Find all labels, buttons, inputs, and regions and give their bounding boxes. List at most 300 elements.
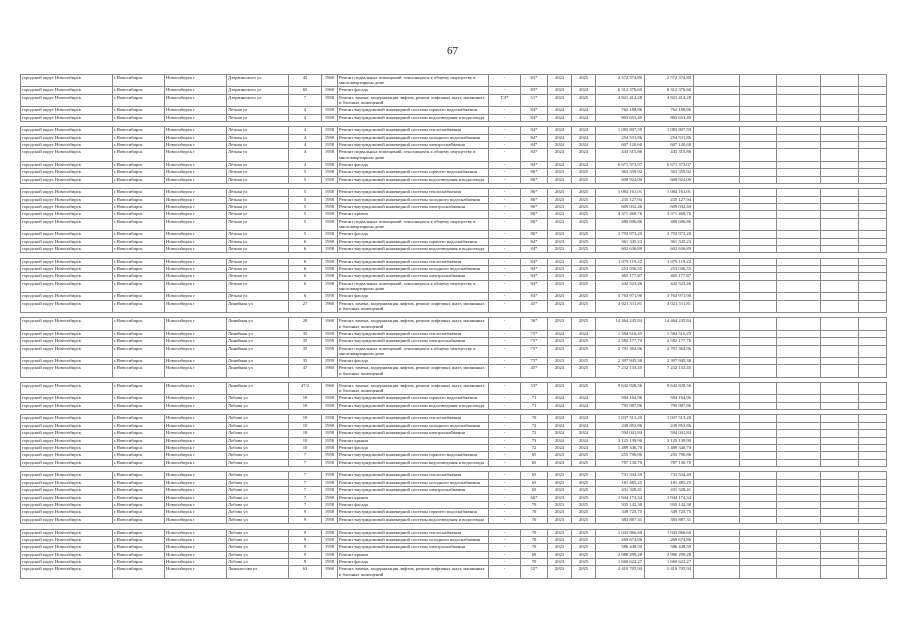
empty-col-16-cell — [777, 149, 821, 161]
locality-cell: Новосибирск г — [165, 357, 227, 364]
empty-col-14-cell — [694, 494, 740, 501]
empty-col-17-cell — [821, 502, 859, 509]
year-start-cell: 2023 — [548, 246, 572, 253]
municipality-cell: городской округ Новосибирск — [21, 204, 113, 211]
street-cell: Дзержинского ул — [227, 87, 289, 94]
cost-fund-cell: 431 328,41 — [645, 487, 694, 494]
year-built-cell: 1958 — [322, 551, 338, 558]
lift-note-cell: - — [489, 127, 521, 134]
cost-fund-cell: 4 021 511,81 — [645, 300, 694, 312]
empty-col-15-cell — [740, 479, 777, 486]
lift-note-cell: - — [489, 509, 521, 516]
empty-col-17-cell — [821, 430, 859, 437]
table-row — [21, 487, 887, 494]
work-type-cell: Ремонт внутридомовой инженерной системы теплоснабжения — [338, 258, 489, 265]
empty-col-18-cell — [859, 246, 887, 253]
municipality-cell: городской округ Новосибирск — [21, 559, 113, 566]
work-type-cell: Ремонт внутридомовой инженерной системы холодного водоснабжения — [338, 536, 489, 543]
table-row — [21, 544, 887, 551]
year-built-cell: 1960 — [322, 382, 338, 394]
year-end-cell: 2025 — [572, 280, 596, 292]
empty-col-14-cell — [694, 94, 740, 106]
locality-cell: Новосибирск г — [165, 176, 227, 183]
table-row — [21, 551, 887, 558]
empty-col-18-cell — [859, 536, 887, 543]
locality-cell: Новосибирск г — [165, 246, 227, 253]
empty-col-14-cell — [694, 529, 740, 536]
settlement-cell: г.Новосибирск — [113, 196, 165, 203]
lift-note-cell: - — [489, 246, 521, 253]
settlement-cell: г.Новосибирск — [113, 189, 165, 196]
year-start-cell: 2023 — [548, 189, 572, 196]
street-cell: Лобова ул — [227, 544, 289, 551]
year-end-cell: 2024 — [572, 445, 596, 452]
year-built-cell: 1958 — [322, 487, 338, 494]
empty-col-18-cell — [859, 238, 887, 245]
cost-total-cell: 442 523,46 — [596, 280, 645, 292]
street-cell: Лётная ул — [227, 107, 289, 114]
cost-total-cell: 4 021 511,81 — [596, 300, 645, 312]
work-type-cell: Ремонт крыши — [338, 551, 489, 558]
year-start-cell: 2023 — [548, 551, 572, 558]
cost-fund-cell: 795 987,86 — [645, 402, 694, 409]
cost-total-cell: 235 127,94 — [596, 196, 645, 203]
locality-cell: Новосибирск г — [165, 211, 227, 218]
year-start-cell: 2023 — [548, 266, 572, 273]
wear-percent-cell: 86* — [521, 196, 548, 203]
locality-cell: Новосибирск г — [165, 452, 227, 459]
house-number-cell: 7 — [289, 452, 322, 459]
year-start-cell: 2023 — [548, 452, 572, 459]
empty-col-17-cell — [821, 176, 859, 183]
locality-cell: Новосибирск г — [165, 94, 227, 106]
empty-col-17-cell — [821, 94, 859, 106]
cost-total-cell: 383 887,31 — [596, 516, 645, 523]
settlement-cell: г.Новосибирск — [113, 161, 165, 168]
lift-note-cell: - — [489, 502, 521, 509]
settlement-cell: г.Новосибирск — [113, 402, 165, 409]
lift-note-cell: - — [489, 529, 521, 536]
house-number-cell: 6 — [289, 273, 322, 280]
municipality-cell: городской округ Новосибирск — [21, 189, 113, 196]
cost-total-cell: 181 485,25 — [596, 479, 645, 486]
wear-percent-cell: 45* — [521, 365, 548, 377]
empty-col-17-cell — [821, 149, 859, 161]
lift-note-cell: - — [489, 422, 521, 429]
locality-cell: Новосибирск г — [165, 437, 227, 444]
year-built-cell: 1958 — [322, 445, 338, 452]
house-number-cell: 4 — [289, 161, 322, 168]
lift-note-cell: - — [489, 149, 521, 161]
year-start-cell: 2024 — [548, 142, 572, 149]
work-type-cell: Ремонт подвальных помещений, относящихся к общему имуществу в многоквартирном доме — [338, 218, 489, 230]
year-start-cell: 2024 — [548, 437, 572, 444]
locality-cell: Новосибирск г — [165, 300, 227, 312]
lift-note-cell: - — [489, 536, 521, 543]
year-end-cell: 2025 — [572, 266, 596, 273]
municipality-cell: городской округ Новосибирск — [21, 196, 113, 203]
lift-note-cell: - — [489, 204, 521, 211]
settlement-cell: г.Новосибирск — [113, 300, 165, 312]
municipality-cell: городской округ Новосибирск — [21, 258, 113, 265]
empty-col-14-cell — [694, 536, 740, 543]
table-row — [21, 382, 887, 394]
empty-col-17-cell — [821, 300, 859, 312]
municipality-cell: городской округ Новосибирск — [21, 357, 113, 364]
empty-col-18-cell — [859, 273, 887, 280]
year-built-cell: 1958 — [322, 134, 338, 141]
empty-col-16-cell — [777, 87, 821, 94]
cost-total-cell: 787 130,70 — [596, 459, 645, 466]
work-type-cell: Ремонт, замена, модернизация лифтов, ремонт лифтовых шахт, машинных и блочных помещений — [338, 300, 489, 312]
cost-fund-cell: 609 032,40 — [645, 204, 694, 211]
municipality-cell: городской округ Новосибирск — [21, 395, 113, 402]
locality-cell: Новосибирск г — [165, 365, 227, 377]
cost-fund-cell: 363 359,92 — [645, 169, 694, 176]
locality-cell: Новосибирск г — [165, 330, 227, 337]
work-type-cell: Ремонт фасада — [338, 293, 489, 300]
street-cell: Лётная ул — [227, 266, 289, 273]
empty-col-14-cell — [694, 415, 740, 422]
year-start-cell: 2023 — [548, 365, 572, 377]
wear-percent-cell: 84* — [521, 114, 548, 121]
cost-total-cell: 602 636,89 — [596, 246, 645, 253]
empty-col-18-cell — [859, 415, 887, 422]
house-number-cell: 10 — [289, 395, 322, 402]
house-number-cell: 5 — [289, 169, 322, 176]
empty-col-14-cell — [694, 487, 740, 494]
work-type-cell: Ремонт внутридомовой инженерной системы теплоснабжения — [338, 415, 489, 422]
year-end-cell: 2024 — [572, 330, 596, 337]
year-end-cell: 2024 — [572, 149, 596, 161]
empty-col-14-cell — [694, 142, 740, 149]
year-built-cell: 1958 — [322, 149, 338, 161]
empty-col-16-cell — [777, 479, 821, 486]
cost-total-cell: 269 674,86 — [596, 536, 645, 543]
wear-percent-cell: 75* — [521, 357, 548, 364]
year-built-cell: 1958 — [322, 204, 338, 211]
locality-cell: Новосибирск г — [165, 395, 227, 402]
wear-percent-cell: 84* — [521, 142, 548, 149]
settlement-cell: г.Новосибирск — [113, 293, 165, 300]
empty-col-16-cell — [777, 338, 821, 345]
street-cell: Лётная ул — [227, 238, 289, 245]
street-cell: Лобова ул — [227, 509, 289, 516]
empty-col-14-cell — [694, 566, 740, 578]
year-built-cell: 1958 — [322, 516, 338, 523]
settlement-cell: г.Новосибирск — [113, 452, 165, 459]
cost-total-cell: 253 036,55 — [596, 266, 645, 273]
empty-col-16-cell — [777, 402, 821, 409]
year-end-cell: 2024 — [572, 142, 596, 149]
empty-col-14-cell — [694, 395, 740, 402]
house-number-cell: 4 — [289, 114, 322, 121]
locality-cell: Новосибирск г — [165, 544, 227, 551]
year-built-cell: 1958 — [322, 437, 338, 444]
locality-cell: Новосибирск г — [165, 258, 227, 265]
cost-fund-cell: 269 674,86 — [645, 536, 694, 543]
empty-col-14-cell — [694, 430, 740, 437]
house-number-cell: 35 — [289, 338, 322, 345]
empty-col-16-cell — [777, 142, 821, 149]
year-start-cell: 2024 — [548, 430, 572, 437]
empty-col-18-cell — [859, 107, 887, 114]
house-number-cell: 63 — [289, 566, 322, 578]
work-type-cell: Ремонт крыши — [338, 437, 489, 444]
cost-fund-cell: 3 371 468,76 — [645, 211, 694, 218]
empty-col-18-cell — [859, 551, 887, 558]
house-number-cell: 7 — [289, 487, 322, 494]
street-cell: Лётная ул — [227, 189, 289, 196]
lift-note-cell: - — [489, 258, 521, 265]
empty-col-16-cell — [777, 459, 821, 466]
year-start-cell: 2023 — [548, 382, 572, 394]
wear-percent-cell: 84* — [521, 258, 548, 265]
cost-total-cell: 609 032,40 — [596, 204, 645, 211]
year-end-cell: 2025 — [572, 551, 596, 558]
locality-cell: Новосибирск г — [165, 559, 227, 566]
page-number: 67 — [447, 45, 458, 57]
work-type-cell: Ремонт, замена, модернизация лифтов, ремонт лифтовых шахт, машинных и блочных помещений — [338, 566, 489, 578]
empty-col-18-cell — [859, 365, 887, 377]
settlement-cell: г.Новосибирск — [113, 87, 165, 94]
year-built-cell: 1958 — [322, 452, 338, 459]
table-row — [21, 196, 887, 203]
empty-col-18-cell — [859, 566, 887, 578]
empty-col-17-cell — [821, 459, 859, 466]
year-built-cell: 1958 — [322, 161, 338, 168]
empty-col-14-cell — [694, 161, 740, 168]
year-built-cell: 1958 — [322, 536, 338, 543]
year-end-cell: 2025 — [572, 169, 596, 176]
street-cell: Ломоносова ул — [227, 566, 289, 578]
municipality-cell: городской округ Новосибирск — [21, 134, 113, 141]
empty-col-18-cell — [859, 345, 887, 357]
locality-cell: Новосибирск г — [165, 75, 227, 87]
street-cell: Лётная ул — [227, 211, 289, 218]
lift-note-cell: - — [489, 566, 521, 578]
work-type-cell: Ремонт внутридомовой инженерной системы водоотведения и водоотвода — [338, 459, 489, 466]
year-start-cell: 2024 — [548, 161, 572, 168]
empty-col-16-cell — [777, 330, 821, 337]
empty-col-17-cell — [821, 218, 859, 230]
empty-col-17-cell — [821, 395, 859, 402]
locality-cell: Новосибирск г — [165, 566, 227, 578]
locality-cell: Новосибирск г — [165, 345, 227, 357]
lift-note-cell: - — [489, 487, 521, 494]
year-end-cell: 2024 — [572, 437, 596, 444]
cost-fund-cell: 602 636,89 — [645, 246, 694, 253]
year-built-cell: 1958 — [322, 169, 338, 176]
empty-col-14-cell — [694, 211, 740, 218]
year-end-cell: 2024 — [572, 415, 596, 422]
street-cell: Лётная ул — [227, 127, 289, 134]
street-cell: Лётная ул — [227, 114, 289, 121]
settlement-cell: г.Новосибирск — [113, 127, 165, 134]
year-end-cell: 2025 — [572, 300, 596, 312]
house-number-cell: 6 — [289, 293, 322, 300]
year-built-cell: 1958 — [322, 114, 338, 121]
settlement-cell: г.Новосибирск — [113, 494, 165, 501]
empty-col-14-cell — [694, 149, 740, 161]
house-number-cell: 27 — [289, 300, 322, 312]
wear-percent-cell: 84* — [521, 107, 548, 114]
work-type-cell: Ремонт фасада — [338, 445, 489, 452]
municipality-cell: городской округ Новосибирск — [21, 318, 113, 330]
year-built-cell: 1958 — [322, 246, 338, 253]
year-start-cell: 2023 — [548, 231, 572, 238]
house-number-cell: 9 — [289, 509, 322, 516]
table-row — [21, 452, 887, 459]
street-cell: Лётная ул — [227, 204, 289, 211]
cost-fund-cell: 1 037 513,20 — [645, 415, 694, 422]
wear-percent-cell: 83* — [521, 87, 548, 94]
house-number-cell: 35 — [289, 357, 322, 364]
empty-col-18-cell — [859, 142, 887, 149]
empty-col-14-cell — [694, 273, 740, 280]
empty-col-17-cell — [821, 559, 859, 566]
empty-col-15-cell — [740, 437, 777, 444]
municipality-cell: городской округ Новосибирск — [21, 479, 113, 486]
house-number-cell: 5 — [289, 204, 322, 211]
empty-col-14-cell — [694, 266, 740, 273]
empty-col-15-cell — [740, 345, 777, 357]
wear-percent-cell: 86* — [521, 204, 548, 211]
lift-note-cell: - — [489, 437, 521, 444]
year-end-cell: 2025 — [572, 345, 596, 357]
cost-fund-cell: 1 944 174,34 — [645, 494, 694, 501]
empty-col-15-cell — [740, 330, 777, 337]
house-number-cell: 45 — [289, 75, 322, 87]
work-type-cell: Ремонт внутридомовой инженерной системы электроснабжения — [338, 544, 489, 551]
cost-fund-cell: 1 489 346,70 — [645, 445, 694, 452]
empty-col-16-cell — [777, 107, 821, 114]
wear-percent-cell: 84* — [521, 127, 548, 134]
lift-note-cell: - — [489, 142, 521, 149]
year-start-cell: 2024 — [548, 107, 572, 114]
table-row — [21, 87, 887, 94]
empty-col-15-cell — [740, 218, 777, 230]
municipality-cell: городской округ Новосибирск — [21, 544, 113, 551]
settlement-cell: г.Новосибирск — [113, 75, 165, 87]
year-end-cell: 2025 — [572, 516, 596, 523]
settlement-cell: г.Новосибирск — [113, 169, 165, 176]
empty-col-18-cell — [859, 487, 887, 494]
wear-percent-cell: 72 — [521, 445, 548, 452]
empty-col-17-cell — [821, 479, 859, 486]
cost-total-cell: 9 642 828,56 — [596, 382, 645, 394]
municipality-cell: городской округ Новосибирск — [21, 494, 113, 501]
table-row — [21, 559, 887, 566]
empty-col-17-cell — [821, 382, 859, 394]
street-cell: Лётная ул — [227, 218, 289, 230]
empty-col-18-cell — [859, 402, 887, 409]
cost-total-cell: 254 531,86 — [596, 134, 645, 141]
work-type-cell: Ремонт фасада — [338, 502, 489, 509]
municipality-cell: городской округ Новосибирск — [21, 415, 113, 422]
year-start-cell: 2024 — [548, 402, 572, 409]
year-built-cell: 1958 — [322, 176, 338, 183]
wear-percent-cell: 75* — [521, 345, 548, 357]
table-row — [21, 430, 887, 437]
wear-percent-cell: 84* — [521, 134, 548, 141]
municipality-cell: городской округ Новосибирск — [21, 142, 113, 149]
street-cell: Лобова ул — [227, 494, 289, 501]
lift-note-cell: - — [489, 300, 521, 312]
empty-col-18-cell — [859, 114, 887, 121]
year-start-cell: 2023 — [548, 472, 572, 479]
locality-cell: Новосибирск г — [165, 127, 227, 134]
lift-note-cell: - — [489, 395, 521, 402]
settlement-cell: г.Новосибирск — [113, 142, 165, 149]
empty-col-16-cell — [777, 196, 821, 203]
year-end-cell: 2025 — [572, 196, 596, 203]
empty-col-17-cell — [821, 345, 859, 357]
table-row — [21, 293, 887, 300]
year-built-cell: 1958 — [322, 472, 338, 479]
settlement-cell: г.Новосибирск — [113, 509, 165, 516]
cost-total-cell: 1 084 161,01 — [596, 189, 645, 196]
lift-note-cell: - — [489, 75, 521, 87]
cost-fund-cell: 383 887,31 — [645, 516, 694, 523]
empty-col-16-cell — [777, 127, 821, 134]
house-number-cell: 6 — [289, 238, 322, 245]
street-cell: Лётная ул — [227, 134, 289, 141]
municipality-cell: городской округ Новосибирск — [21, 300, 113, 312]
empty-col-15-cell — [740, 280, 777, 292]
cost-fund-cell: 249 852,86 — [645, 422, 694, 429]
lift-note-cell: - — [489, 479, 521, 486]
locality-cell: Новосибирск г — [165, 149, 227, 161]
empty-col-18-cell — [859, 258, 887, 265]
empty-col-14-cell — [694, 196, 740, 203]
empty-col-17-cell — [821, 293, 859, 300]
municipality-cell: городской округ Новосибирск — [21, 107, 113, 114]
lift-note-cell: - — [489, 472, 521, 479]
year-built-cell: 1958 — [322, 273, 338, 280]
empty-col-18-cell — [859, 559, 887, 566]
settlement-cell: г.Новосибирск — [113, 338, 165, 345]
year-built-cell: 1958 — [322, 529, 338, 536]
house-number-cell: 65 — [289, 87, 322, 94]
year-built-cell: 1958 — [322, 218, 338, 230]
work-type-cell: Ремонт внутридомовой инженерной системы электроснабжения — [338, 338, 489, 345]
table-row — [21, 161, 887, 168]
empty-col-15-cell — [740, 189, 777, 196]
settlement-cell: г.Новосибирск — [113, 273, 165, 280]
empty-col-17-cell — [821, 544, 859, 551]
locality-cell: Новосибирск г — [165, 169, 227, 176]
work-type-cell: Ремонт внутридомовой инженерной системы теплоснабжения — [338, 529, 489, 536]
year-end-cell: 2025 — [572, 318, 596, 330]
street-cell: Дзержинского ул — [227, 75, 289, 87]
house-number-cell: 7 — [289, 494, 322, 501]
table-row — [21, 338, 887, 345]
empty-col-14-cell — [694, 176, 740, 183]
locality-cell: Новосибирск г — [165, 479, 227, 486]
house-number-cell: 9 — [289, 544, 322, 551]
wear-percent-cell: 83* — [521, 75, 548, 87]
locality-cell: Новосибирск г — [165, 459, 227, 466]
year-start-cell: 2023 — [548, 87, 572, 94]
empty-col-14-cell — [694, 445, 740, 452]
empty-col-17-cell — [821, 365, 859, 377]
house-number-cell: 6 — [289, 258, 322, 265]
work-type-cell: Ремонт внутридомовой инженерной системы холодного водоснабжения — [338, 196, 489, 203]
house-number-cell: 10 — [289, 437, 322, 444]
empty-col-15-cell — [740, 365, 777, 377]
municipality-cell: городской округ Новосибирск — [21, 338, 113, 345]
